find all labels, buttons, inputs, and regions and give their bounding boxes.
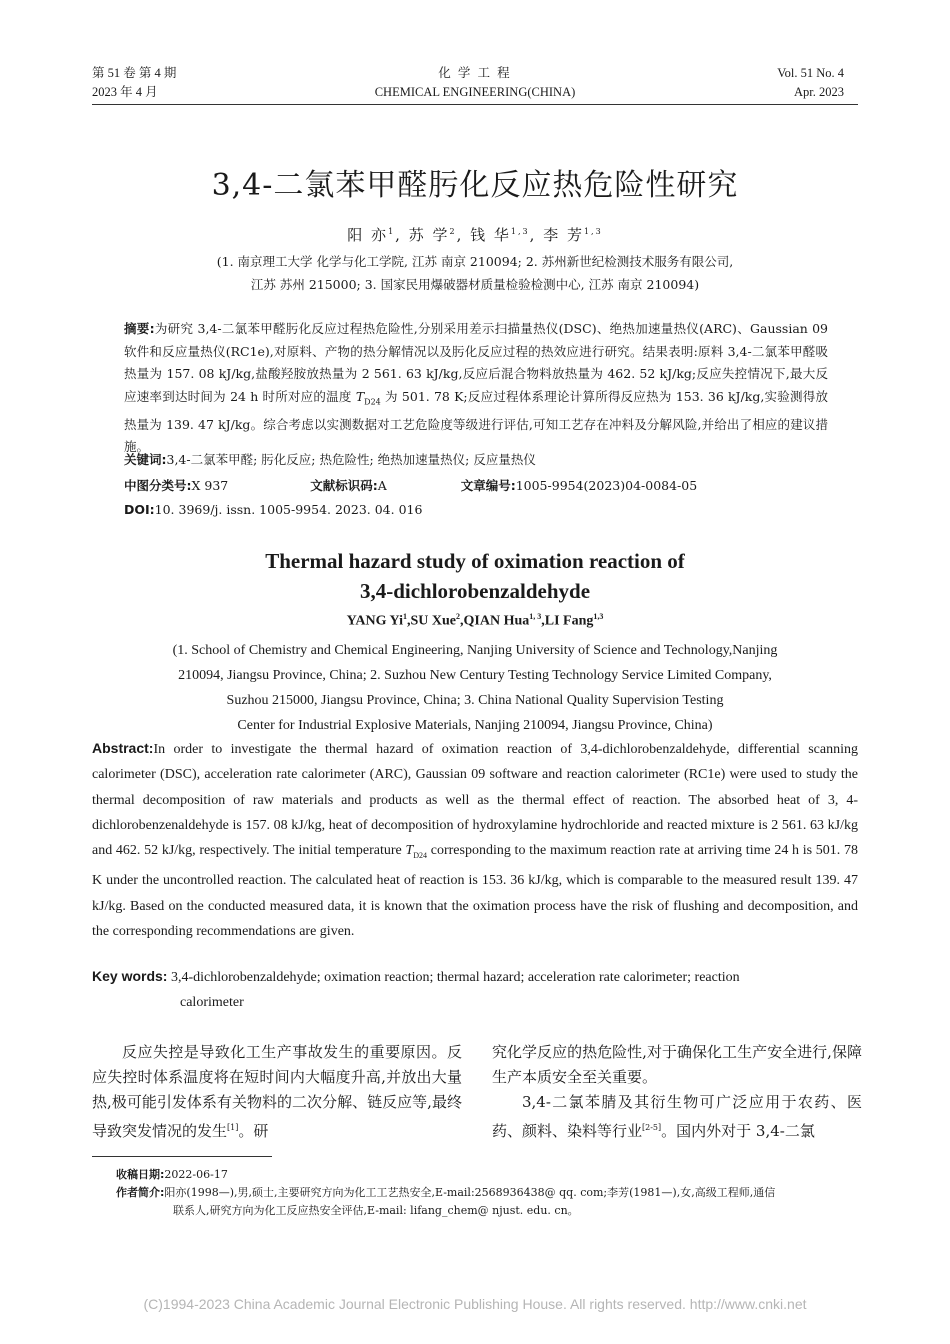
abstract-text-cn: 为研究 3,4-二氯苯甲醛肟化反应过程热危险性,分别采用差示扫描量热仪(DSC)、绝热加速量热仪(ARC)、Gaussian 09 软件和反应量热仪(RC1e),对原料、产物的热分解情况以及肟化反应过程的热效应进行研究。结果表明:原料 3,4-二氯苯甲醛吸热量为 157. 08 kJ/kg,盐酸羟胺放热量为 2 561. 63 kJ/kg,反应后混合物料放热量为 462. 52 kJ/kg;反应失控情况下,最大反应速率到达时间为 24 h 时所对应的温度 [124, 321, 828, 404]
abstract-text-cn-cont: 为 501. 78 K;反应过程体系理论计算所得反应热为 153. 36 kJ/kg,实验测得放热量为 139. 47 kJ/kg。综合考虑以实测数据对工艺危险度等级进行评估,可知工艺存在冲料及分解风险,并给出了相应的建议措施。 [124, 388, 829, 454]
journal-name-cn: 化 学 工 程 [438, 66, 512, 80]
abstract-text-en-cont: corresponding to the maximum reaction rate at arriving time 24 h is 501. 78 K under the uncontrolled reaction. The calculated heat of reaction is 153. 36 kJ/kg, which is comparable to the measured result 139. 47 kJ/kg. Based on the conducted measured data, it is known that the oximation process have the risk of flushing and decomposition, and the corresponding recommendations are given. [92, 843, 858, 939]
abstract-cn [124, 318, 828, 459]
abstract-en [92, 736, 858, 944]
doi-label: DOI: [124, 502, 155, 517]
body-paragraph: 究化学反应的热危险性,对于确保化工生产安全进行,保障生产本质安全至关重要。 [492, 1043, 862, 1086]
temperature-subscript: D24 [364, 397, 381, 406]
affiliation-line-en: (1. School of Chemistry and Chemical Engineering, Nanjing University of Science and Technology,Nanjing [172, 643, 778, 658]
citation-ref: [2-5] [642, 1123, 662, 1132]
journal-name-en: CHEMICAL ENGINEERING(CHINA) [374, 85, 576, 99]
doi-value: 10. 3969/j. issn. 1005-9954. 2023. 04. 016 [154, 502, 423, 517]
received-value: 2022-06-17 [164, 1168, 228, 1181]
bio-text-cont: 联系人,研究方向为化工反应热安全评估,E-mail: lifang_chem@ njust. edu. cn。 [173, 1204, 579, 1217]
body-text: 。国内外对于 3,4-二氯 [661, 1122, 815, 1140]
citation-ref: [1] [227, 1123, 239, 1132]
temperature-symbol: T [355, 388, 365, 404]
abstract-label-en: Abstract: [92, 740, 154, 756]
affiliation-line: 江苏 苏州 215000; 3. 国家民用爆破器材质量检验检测中心, 江苏 南京 210094) [250, 277, 700, 292]
author-name: 苏 学 [408, 226, 450, 244]
bio-label: 作者简介: [116, 1186, 165, 1199]
temperature-subscript: D24 [413, 850, 428, 860]
affiliation-line-en: Center for Industrial Explosive Materials, Nanjing 210094, Jiangsu Province, China) [237, 718, 713, 733]
body-paragraph [92, 1040, 462, 1144]
author-name-en: SU Xue [410, 613, 457, 629]
author-name-en: LI Fang [544, 613, 594, 629]
keywords-text-cn: 3,4-二氯苯甲醛; 肟化反应; 热危险性; 绝热加速量热仪; 反应量热仪 [166, 452, 536, 467]
paper-title-en-line: Thermal hazard study of oximation reaction of [265, 549, 685, 573]
author-name: 阳 亦 [347, 226, 389, 244]
affiliation-line: (1. 南京理工大学 化学与化工学院, 江苏 南京 210094; 2. 苏州新世纪检测技术服务有限公司, [216, 254, 734, 269]
classification-line [124, 476, 828, 496]
clc-value: X 937 [191, 478, 229, 493]
body-text: 反应失控是导致化工生产事故发生的重要原因。反应失控时体系温度将在短时间内大幅度升高,并放出大量热,极可能引发体系有关物料的二次分解、链反应等,最终导致突发情况的发生 [92, 1043, 462, 1140]
author-affil-mark: 2 [456, 612, 461, 621]
author-name-en: QIAN Hua [463, 613, 530, 629]
article-number-label: 文章编号: [460, 478, 516, 493]
running-header-right [777, 64, 844, 102]
clc-label: 中图分类号: [124, 478, 192, 493]
doc-code-label: 文献标识码: [310, 478, 378, 493]
author-bio-note [116, 1184, 858, 1220]
keywords-cn [124, 450, 536, 470]
body-paragraph [492, 1090, 862, 1144]
article-number-value: 1005-9954(2023)04-0084-05 [515, 478, 698, 493]
author-affil-mark: 2 [449, 227, 457, 236]
affiliations-en [100, 638, 850, 738]
received-label: 收稿日期: [116, 1168, 165, 1181]
author-name: 李 芳 [543, 226, 584, 244]
affiliations-cn [120, 250, 830, 296]
issue-date-en: Apr. 2023 [794, 85, 844, 99]
affiliation-line-en: 210094, Jiangsu Province, China; 2. Suzhou New Century Testing Technology Service Limited Company, [178, 668, 772, 683]
keywords-label-en: Key words: [92, 968, 168, 984]
author-affil-mark: 1, 3 [529, 612, 542, 621]
doi-line [124, 500, 422, 520]
author-affil-mark: 1,3 [583, 227, 603, 236]
issue-date: 2023 年 4 月 [92, 85, 158, 99]
volume-issue-en: Vol. 51 No. 4 [777, 66, 844, 80]
author-list-cn: 阳 亦$^1$, 苏 学$^2$, 钱 华$^{1,3}$, 李 芳$^{1,3}$ [347, 226, 603, 244]
author-affil-mark: 1,3 [510, 227, 530, 236]
body-text: 3,4-二氯苯腈及其衍生物可广泛应用于农药、医药、颜料、染料等行业 [492, 1093, 862, 1140]
author-affil-mark: 1 [403, 612, 408, 621]
author-name: 钱 华 [470, 226, 511, 244]
copyright-watermark: (C)1994-2023 China Academic Journal Electronic Publishing House. All rights reserved. http://www.cnki.net [143, 1296, 807, 1312]
keywords-en [92, 964, 858, 1015]
author-list-en: YANG Yi$^1$,SU Xue$^2$,QIAN Hua$^{1, 3}$,LI Fang$^{1,3}$ [346, 612, 604, 629]
keywords-text-en-cont: calorimeter [180, 995, 244, 1010]
doc-code-value: A [377, 478, 387, 493]
author-affil-mark: 1 [388, 227, 396, 236]
paper-title-cn: 3,4-二氯苯甲醛肟化反应热危险性研究 [211, 168, 739, 203]
volume-issue: 第 51 卷 第 4 期 [92, 66, 177, 80]
temperature-symbol: T [405, 843, 414, 859]
bio-text: 阳亦(1998—),男,硕士,主要研究方向为化工工艺热安全,E-mail:2568936438@ qq. com;李芳(1981—),女,高级工程师,通信 [164, 1186, 776, 1199]
paper-title-en [0, 546, 950, 606]
keywords-text-en: 3,4-dichlorobenzaldehyde; oximation reaction; thermal hazard; acceleration rate calorimeter; reaction [167, 970, 740, 985]
paper-title-en-line: 3,4-dichlorobenzaldehyde [359, 579, 591, 603]
affiliation-line-en: Suzhou 215000, Jiangsu Province, China; 3. China National Quality Supervision Testing [226, 693, 724, 708]
abstract-label-cn: 摘要: [124, 321, 155, 336]
body-text: 。研 [238, 1122, 269, 1140]
header-rule [92, 104, 858, 105]
body-column-left [92, 1040, 462, 1144]
received-date-note [116, 1166, 858, 1184]
author-name-en: YANG Yi [346, 613, 404, 629]
body-column-right [492, 1040, 862, 1144]
footnote-rule [92, 1156, 272, 1157]
abstract-text-en: In order to investigate the thermal hazard of oximation reaction of 3,4-dichlorobenzaldehyde, differential scanning calorimeter (DSC), acceleration rate calorimeter (ARC), Gaussian 09 software and reaction calorimeter (RC1e) were used to study the thermal decomposition of raw materials and products as well as the thermal effect of reaction. The absorbed heat of 3, 4-dichlorobenzenaldehyde is 157. 08 kJ/kg, heat of decomposition of hydroxylamine hydrochloride and reacted mixture is 2 561. 63 kJ/kg and 462. 52 kJ/kg, respectively. The initial temperature [92, 742, 858, 859]
author-affil-mark: 1,3 [593, 612, 604, 621]
keywords-label-cn: 关键词: [124, 452, 167, 467]
